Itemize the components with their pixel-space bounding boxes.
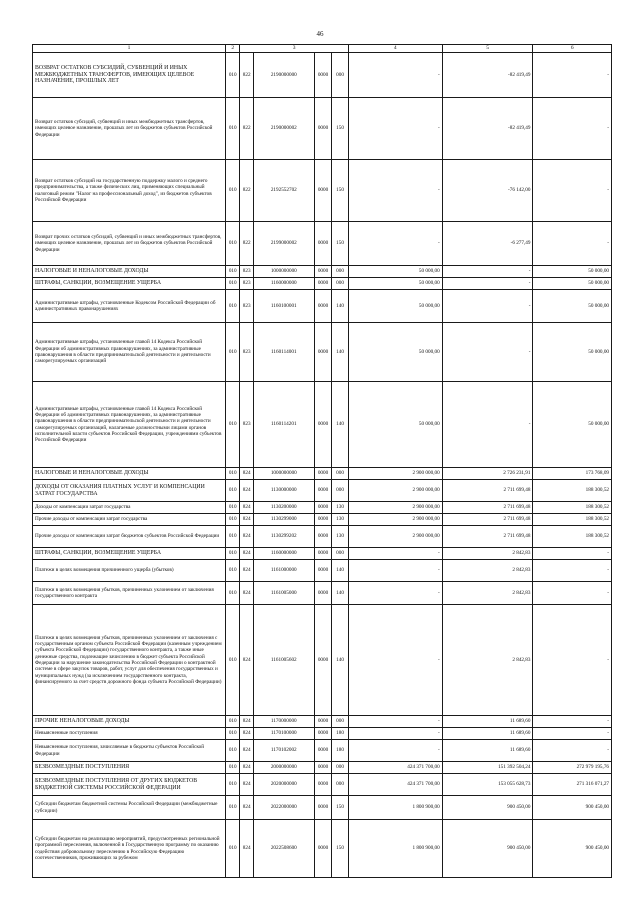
table-row [33,222,612,266]
table-row [33,774,612,796]
approved-amount-cell: 50 000,00 [348,278,442,290]
executed-amount-cell: 900 450,00 [442,820,533,878]
row-name-cell: Возврат прочих остатков субсидий, субвенций и иных межбюджетных трансфертов, имеющих целевое назначение, прошлых лет из бюджетов субъектов Российской Федерации [33,222,226,266]
remaining-amount-cell: 50 000,00 [533,266,612,278]
row-name-cell: ШТРАФЫ, САНКЦИИ, ВОЗМЕЩЕНИЕ УЩЕРБА [33,278,226,290]
kosgu-code-cell: 180 [332,740,349,762]
table-row [33,514,612,526]
kosgu-code-cell: 130 [332,502,349,514]
table-row [33,323,612,382]
revenue-table [32,44,612,878]
classification-code-cell: 1161005000 [253,582,314,605]
approved-amount-cell: 424 371 700,00 [348,762,442,774]
row-name-cell: ВОЗВРАТ ОСТАТКОВ СУБСИДИЙ, СУБВЕНЦИЙ И ИНЫХ МЕЖБЮДЖЕТНЫХ ТРАНСФЕРТОВ, ИМЕЮЩИХ ЦЕЛЕВОЕ НАЗНАЧЕНИЕ, ПРОШЛЫХ ЛЕТ [33,53,226,98]
table-row [33,548,612,560]
kosgu-code-cell: 150 [332,98,349,160]
approved-amount-cell: - [348,560,442,582]
remaining-amount-cell: 272 979 195,76 [533,762,612,774]
kosgu-code-cell: 150 [332,820,349,878]
row-name-cell: БЕЗВОЗМЕЗДНЫЕ ПОСТУПЛЕНИЯ ОТ ДРУГИХ БЮДЖЕТОВ БЮДЖЕТНОЙ СИСТЕМЫ РОССИЙСКОЙ ФЕДЕРАЦИИ [33,774,226,796]
program-code-cell: 0000 [314,382,332,468]
table-row [33,820,612,878]
approved-amount-cell: 1 800 900,00 [348,796,442,820]
classification-code-cell: 2190000002 [253,98,314,160]
kosgu-code-cell: 150 [332,796,349,820]
kosgu-code-cell: 000 [332,762,349,774]
table-row [33,740,612,762]
kosgu-code-cell: 000 [332,480,349,502]
remaining-amount-cell: - [533,53,612,98]
table-row [33,382,612,468]
admin-code-cell: 010 [226,480,240,502]
kosgu-code-cell: 140 [332,323,349,382]
classification-code-cell: 1160114001 [253,323,314,382]
classification-code-cell: 1160000000 [253,548,314,560]
approved-amount-cell: 50 000,00 [348,290,442,323]
header-cell: 4 [348,45,442,53]
classification-code-cell: 1161000000 [253,560,314,582]
approved-amount-cell: - [348,582,442,605]
admin-code-cell: 010 [226,278,240,290]
remaining-amount-cell: - [533,160,612,222]
approved-amount-cell: - [348,728,442,740]
chapter-code-cell: 824 [240,728,253,740]
approved-amount-cell: - [348,605,442,716]
approved-amount-cell: 50 000,00 [348,266,442,278]
page-number: 46 [316,30,324,38]
remaining-amount-cell: 173 768,09 [533,468,612,480]
remaining-amount-cell: 900 450,00 [533,820,612,878]
remaining-amount-cell: - [533,222,612,266]
table-row [33,762,612,774]
table-row [33,480,612,502]
remaining-amount-cell: - [533,98,612,160]
executed-amount-cell: 11 689,60 [442,728,533,740]
row-name-cell: ДОХОДЫ ОТ ОКАЗАНИЯ ПЛАТНЫХ УСЛУГ И КОМПЕНСАЦИИ ЗАТРАТ ГОСУДАРСТВА [33,480,226,502]
classification-code-cell: 1161005602 [253,605,314,716]
row-name-cell: Административные штрафы, установленные главой 14 Кодекса Российской Федерации об административных правонарушениях, за административные правонарушения в области предпринимательской деятельности и деятельности саморегулируемых организаций [33,323,226,382]
program-code-cell: 0000 [314,468,332,480]
admin-code-cell: 010 [226,266,240,278]
kosgu-code-cell: 150 [332,222,349,266]
row-name-cell: Возврат остатков субсидий, субвенций и иных межбюджетных трансфертов, имеющих целевое назначение, прошлых лет из бюджетов субъектов Российской Федерации [33,98,226,160]
remaining-amount-cell: 271 316 071,27 [533,774,612,796]
program-code-cell: 0000 [314,774,332,796]
chapter-code-cell: 824 [240,796,253,820]
executed-amount-cell: - [442,278,533,290]
admin-code-cell: 010 [226,98,240,160]
row-name-cell: Невыясненные поступления [33,728,226,740]
kosgu-code-cell: 000 [332,716,349,728]
row-name-cell: НАЛОГОВЫЕ И НЕНАЛОГОВЫЕ ДОХОДЫ [33,266,226,278]
admin-code-cell: 010 [226,526,240,548]
kosgu-code-cell: 000 [332,278,349,290]
admin-code-cell: 010 [226,382,240,468]
kosgu-code-cell: 140 [332,290,349,323]
program-code-cell: 0000 [314,796,332,820]
classification-code-cell: 1160114201 [253,382,314,468]
row-name-cell: Платежи в целях возмещения убытков, причиненных уклонением от заключения с государственным органом субъекта Российской Федерации (казенным учреждением субъекта Российской Федерации) государственного контракта, а также иные денежные средства, подлежащие зачислению в бюджет субъекта Российской Федерации за нарушение законодательства Российской Федерации о контрактной системе в сфере закупок товаров, работ, услуг для обеспечения государственных и муниципальных нужд (за исключением государственного контракта, финансируемого за счет средств дорожного фонда субъекта Российской Федерации) [33,605,226,716]
admin-code-cell: 010 [226,560,240,582]
table-row [33,278,612,290]
program-code-cell: 0000 [314,740,332,762]
remaining-amount-cell: 50 000,00 [533,278,612,290]
table-row [33,728,612,740]
remaining-amount-cell: - [533,548,612,560]
chapter-code-cell: 824 [240,526,253,548]
executed-amount-cell: -76 142,00 [442,160,533,222]
chapter-code-cell: 822 [240,222,253,266]
approved-amount-cell: - [348,160,442,222]
executed-amount-cell: 2 711 699,48 [442,514,533,526]
chapter-code-cell: 823 [240,290,253,323]
classification-code-cell: 1160000000 [253,278,314,290]
kosgu-code-cell: 150 [332,160,349,222]
program-code-cell: 0000 [314,98,332,160]
approved-amount-cell: 2 900 000,00 [348,502,442,514]
approved-amount-cell: 2 900 000,00 [348,468,442,480]
row-name-cell: Невыясненные поступления, зачисляемые в бюджеты субъектов Российской Федерации [33,740,226,762]
program-code-cell: 0000 [314,728,332,740]
table-header-row [33,45,612,53]
executed-amount-cell: 2 711 699,48 [442,480,533,502]
admin-code-cell: 010 [226,160,240,222]
remaining-amount-cell: - [533,740,612,762]
executed-amount-cell: 11 689,60 [442,716,533,728]
classification-code-cell: 1170100000 [253,728,314,740]
chapter-code-cell: 824 [240,502,253,514]
table-row [33,290,612,323]
chapter-code-cell: 824 [240,605,253,716]
remaining-amount-cell: 188 300,52 [533,526,612,548]
table-row [33,526,612,548]
admin-code-cell: 010 [226,762,240,774]
program-code-cell: 0000 [314,820,332,878]
table-row [33,716,612,728]
table-row [33,502,612,514]
table-row [33,605,612,716]
classification-code-cell: 2020000000 [253,774,314,796]
row-name-cell: ШТРАФЫ, САНКЦИИ, ВОЗМЕЩЕНИЕ УЩЕРБА [33,548,226,560]
row-name-cell: Административные штрафы, установленные главой 14 Кодекса Российской Федерации об административных правонарушениях, за административные правонарушения в области предпринимательской деятельности и деятельности саморегулируемых организаций, налагаемые должностными лицами органов исполнительной власти субъектов Российской Федерации, учреждениями субъектов Российской Федерации [33,382,226,468]
remaining-amount-cell: - [533,560,612,582]
program-code-cell: 0000 [314,560,332,582]
row-name-cell: Субсидии бюджетам на реализацию мероприятий, предусмотренных региональной программой переселения, включенной в Государственную программу по оказанию содействия добровольному переселению в Российскую Федерацию соотечественников, проживающих за рубежом [33,820,226,878]
remaining-amount-cell: - [533,582,612,605]
program-code-cell: 0000 [314,526,332,548]
approved-amount-cell: 2 900 000,00 [348,514,442,526]
program-code-cell: 0000 [314,290,332,323]
classification-code-cell: 2022000000 [253,796,314,820]
classification-code-cell: 1170102002 [253,740,314,762]
remaining-amount-cell: 188 300,52 [533,514,612,526]
kosgu-code-cell: 000 [332,468,349,480]
program-code-cell: 0000 [314,582,332,605]
kosgu-code-cell: 130 [332,514,349,526]
header-cell: 6 [533,45,612,53]
admin-code-cell: 010 [226,605,240,716]
chapter-code-cell: 824 [240,820,253,878]
header-cell: 5 [442,45,533,53]
kosgu-code-cell: 130 [332,526,349,548]
approved-amount-cell: 50 000,00 [348,382,442,468]
admin-code-cell: 010 [226,502,240,514]
approved-amount-cell: 424 371 700,00 [348,774,442,796]
chapter-code-cell: 822 [240,160,253,222]
program-code-cell: 0000 [314,266,332,278]
chapter-code-cell: 824 [240,560,253,582]
table-row [33,53,612,98]
executed-amount-cell: - [442,382,533,468]
classification-code-cell: 1130200000 [253,502,314,514]
classification-code-cell: 1160100001 [253,290,314,323]
table-row [33,468,612,480]
approved-amount-cell: - [348,222,442,266]
classification-code-cell: 1000000000 [253,468,314,480]
executed-amount-cell: -82 419,49 [442,53,533,98]
admin-code-cell: 010 [226,548,240,560]
approved-amount-cell: 1 800 900,00 [348,820,442,878]
chapter-code-cell: 824 [240,774,253,796]
row-name-cell: Субсидии бюджетам бюджетной системы Российской Федерации (межбюджетные субсидии) [33,796,226,820]
approved-amount-cell: - [348,716,442,728]
admin-code-cell: 010 [226,514,240,526]
classification-code-cell: 2199000002 [253,222,314,266]
kosgu-code-cell: 140 [332,560,349,582]
executed-amount-cell: 2 842,83 [442,605,533,716]
executed-amount-cell: 2 711 699,48 [442,502,533,514]
admin-code-cell: 010 [226,222,240,266]
program-code-cell: 0000 [314,605,332,716]
remaining-amount-cell: 50 000,00 [533,323,612,382]
program-code-cell: 0000 [314,762,332,774]
admin-code-cell: 010 [226,774,240,796]
chapter-code-cell: 824 [240,480,253,502]
row-name-cell: ПРОЧИЕ НЕНАЛОГОВЫЕ ДОХОДЫ [33,716,226,728]
admin-code-cell: 010 [226,728,240,740]
program-code-cell: 0000 [314,548,332,560]
remaining-amount-cell: 188 300,52 [533,502,612,514]
classification-code-cell: 2000000000 [253,762,314,774]
table-row [33,160,612,222]
admin-code-cell: 010 [226,716,240,728]
executed-amount-cell: 151 392 504,24 [442,762,533,774]
row-name-cell: НАЛОГОВЫЕ И НЕНАЛОГОВЫЕ ДОХОДЫ [33,468,226,480]
chapter-code-cell: 824 [240,548,253,560]
remaining-amount-cell: - [533,728,612,740]
classification-code-cell: 2022508600 [253,820,314,878]
chapter-code-cell: 822 [240,53,253,98]
row-name-cell: Прочие доходы от компенсации затрат бюджетов субъектов Российской Федерации [33,526,226,548]
classification-code-cell: 1130299000 [253,514,314,526]
row-name-cell: Доходы от компенсации затрат государства [33,502,226,514]
kosgu-code-cell: 140 [332,605,349,716]
program-code-cell: 0000 [314,53,332,98]
executed-amount-cell: 11 689,60 [442,740,533,762]
remaining-amount-cell: 188 300,52 [533,480,612,502]
row-name-cell: Платежи в целях возмещения убытков, причиненных уклонением от заключения государственного контракта [33,582,226,605]
admin-code-cell: 010 [226,740,240,762]
chapter-code-cell: 824 [240,468,253,480]
table-row [33,266,612,278]
classification-code-cell: 2192552702 [253,160,314,222]
executed-amount-cell: 2 711 699,48 [442,526,533,548]
header-cell: 3 [240,45,348,53]
classification-code-cell: 1130299202 [253,526,314,548]
table-row [33,560,612,582]
executed-amount-cell: -82 419,49 [442,98,533,160]
chapter-code-cell: 823 [240,278,253,290]
classification-code-cell: 1170000000 [253,716,314,728]
admin-code-cell: 010 [226,820,240,878]
admin-code-cell: 010 [226,582,240,605]
chapter-code-cell: 823 [240,382,253,468]
row-name-cell: Возврат остатков субсидий на государственную поддержку малого и среднего предпринимательства, а также физических лиц, применяющих специальный налоговый режим "Налог на профессиональный доход", из бюджетов субъектов Российской Федерации [33,160,226,222]
kosgu-code-cell: 000 [332,548,349,560]
row-name-cell: Административные штрафы, установленные Кодексом Российской Федерации об административных правонарушениях [33,290,226,323]
chapter-code-cell: 824 [240,716,253,728]
remaining-amount-cell: 50 000,00 [533,290,612,323]
program-code-cell: 0000 [314,323,332,382]
chapter-code-cell: 824 [240,740,253,762]
chapter-code-cell: 824 [240,582,253,605]
program-code-cell: 0000 [314,222,332,266]
chapter-code-cell: 823 [240,323,253,382]
approved-amount-cell: 2 900 000,00 [348,526,442,548]
executed-amount-cell: 153 055 628,73 [442,774,533,796]
program-code-cell: 0000 [314,502,332,514]
kosgu-code-cell: 140 [332,582,349,605]
program-code-cell: 0000 [314,160,332,222]
classification-code-cell: 2190000000 [253,53,314,98]
admin-code-cell: 010 [226,323,240,382]
approved-amount-cell: 2 900 000,00 [348,480,442,502]
admin-code-cell: 010 [226,796,240,820]
table-row [33,98,612,160]
executed-amount-cell: 900 450,00 [442,796,533,820]
kosgu-code-cell: 000 [332,53,349,98]
chapter-code-cell: 824 [240,762,253,774]
executed-amount-cell: - [442,290,533,323]
program-code-cell: 0000 [314,716,332,728]
classification-code-cell: 1130000000 [253,480,314,502]
executed-amount-cell: - [442,266,533,278]
program-code-cell: 0000 [314,480,332,502]
chapter-code-cell: 822 [240,98,253,160]
executed-amount-cell: - [442,323,533,382]
admin-code-cell: 010 [226,53,240,98]
approved-amount-cell: - [348,98,442,160]
row-name-cell: БЕЗВОЗМЕЗДНЫЕ ПОСТУПЛЕНИЯ [33,762,226,774]
chapter-code-cell: 823 [240,266,253,278]
kosgu-code-cell: 140 [332,382,349,468]
kosgu-code-cell: 000 [332,266,349,278]
approved-amount-cell: 50 000,00 [348,323,442,382]
admin-code-cell: 010 [226,290,240,323]
header-cell: 2 [226,45,240,53]
kosgu-code-cell: 180 [332,728,349,740]
admin-code-cell: 010 [226,468,240,480]
approved-amount-cell: - [348,53,442,98]
executed-amount-cell: 2 842,83 [442,548,533,560]
classification-code-cell: 1000000000 [253,266,314,278]
executed-amount-cell: 2 726 231,91 [442,468,533,480]
row-name-cell: Платежи в целях возмещения причиненного ущерба (убытков) [33,560,226,582]
remaining-amount-cell: 900 450,00 [533,796,612,820]
program-code-cell: 0000 [314,514,332,526]
remaining-amount-cell: - [533,605,612,716]
row-name-cell: Прочие доходы от компенсации затрат государства [33,514,226,526]
executed-amount-cell: 2 842,83 [442,560,533,582]
remaining-amount-cell: 50 000,00 [533,382,612,468]
kosgu-code-cell: 000 [332,774,349,796]
approved-amount-cell: - [348,740,442,762]
executed-amount-cell: 2 842,83 [442,582,533,605]
chapter-code-cell: 824 [240,514,253,526]
header-cell: 1 [33,45,226,53]
remaining-amount-cell: - [533,716,612,728]
approved-amount-cell: - [348,548,442,560]
program-code-cell: 0000 [314,278,332,290]
executed-amount-cell: -6 277,49 [442,222,533,266]
table-row [33,582,612,605]
table-row [33,796,612,820]
